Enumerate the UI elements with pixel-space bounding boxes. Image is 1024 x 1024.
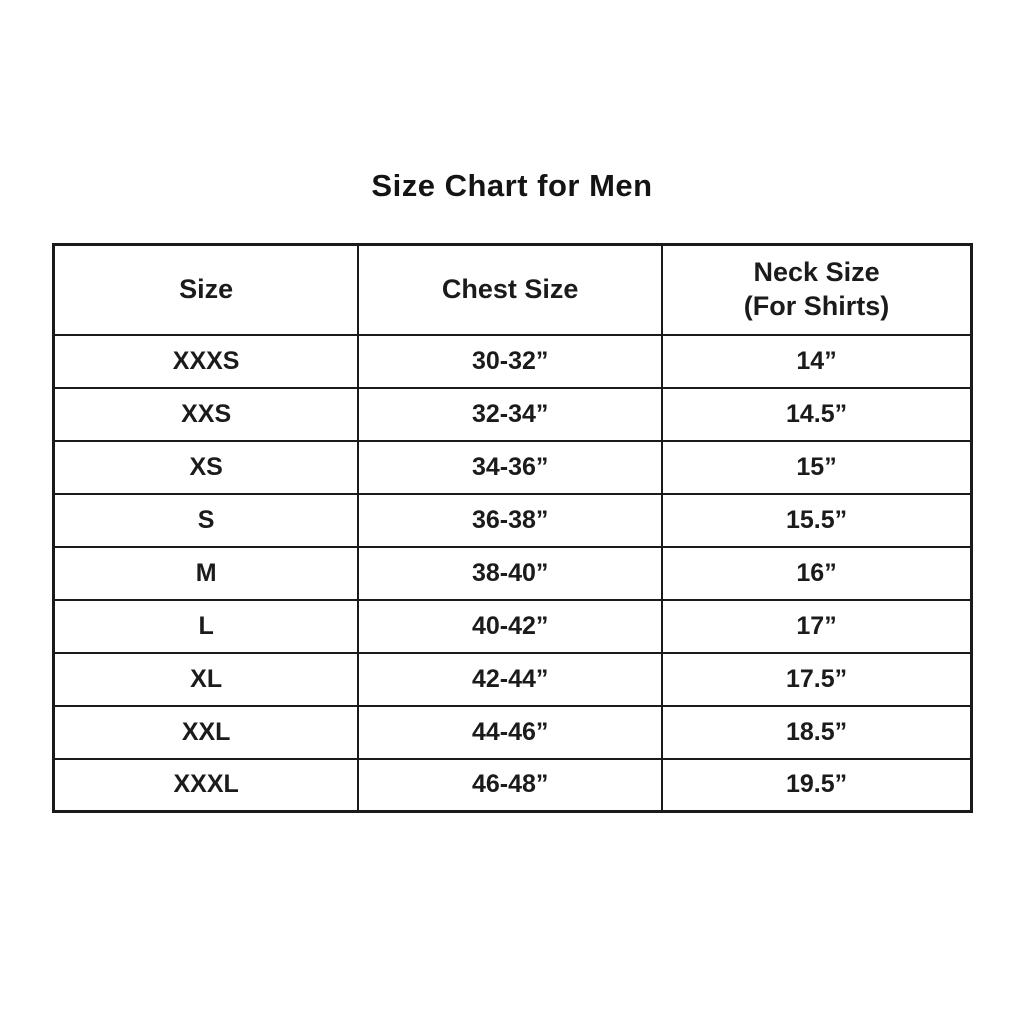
size-column-header — [54, 245, 359, 335]
chest-cell: 44-46” — [358, 706, 662, 759]
size-header-label: Size — [179, 273, 234, 304]
neck-cell: 17.5” — [662, 653, 971, 706]
size-cell: XXS — [54, 388, 359, 441]
neck-cell: 17” — [662, 600, 971, 653]
table-row — [54, 335, 972, 388]
neck-cell: 19.5” — [662, 759, 971, 812]
neck-size-column-header — [662, 245, 971, 335]
table-row — [54, 441, 972, 494]
neck-cell: 18.5” — [662, 706, 971, 759]
neck-cell: 15” — [662, 441, 971, 494]
neck-size-header-label: Neck Size — [753, 257, 880, 287]
table-row — [54, 388, 972, 441]
table-row — [54, 494, 972, 547]
chest-size-header-label: Chest Size — [441, 273, 579, 304]
size-cell: XL — [54, 653, 359, 706]
page-title: Size Chart for Men — [371, 168, 653, 203]
chest-size-column-header — [358, 245, 662, 335]
table-header-row — [54, 245, 972, 335]
chest-cell: 34-36” — [358, 441, 662, 494]
neck-cell: 14.5” — [662, 388, 971, 441]
chest-cell: 32-34” — [358, 388, 662, 441]
table-row — [54, 706, 972, 759]
size-cell: XS — [54, 441, 359, 494]
size-cell: XXXS — [54, 335, 359, 388]
table-row — [54, 653, 972, 706]
size-cell: XXL — [54, 706, 359, 759]
neck-cell: 15.5” — [662, 494, 971, 547]
neck-cell: 14” — [662, 335, 971, 388]
table-row — [54, 600, 972, 653]
size-cell: XXXL — [54, 759, 359, 812]
size-chart-table — [52, 243, 973, 813]
table-row — [54, 547, 972, 600]
chest-cell: 30-32” — [358, 335, 662, 388]
chest-cell: 36-38” — [358, 494, 662, 547]
size-cell: S — [54, 494, 359, 547]
chest-cell: 38-40” — [358, 547, 662, 600]
size-cell: L — [54, 600, 359, 653]
size-cell: M — [54, 547, 359, 600]
chest-cell: 40-42” — [358, 600, 662, 653]
chest-cell: 42-44” — [358, 653, 662, 706]
neck-cell: 16” — [662, 547, 971, 600]
table-row — [54, 759, 972, 812]
neck-size-header-sublabel: (For Shirts) — [743, 290, 890, 321]
chest-cell: 46-48” — [358, 759, 662, 812]
